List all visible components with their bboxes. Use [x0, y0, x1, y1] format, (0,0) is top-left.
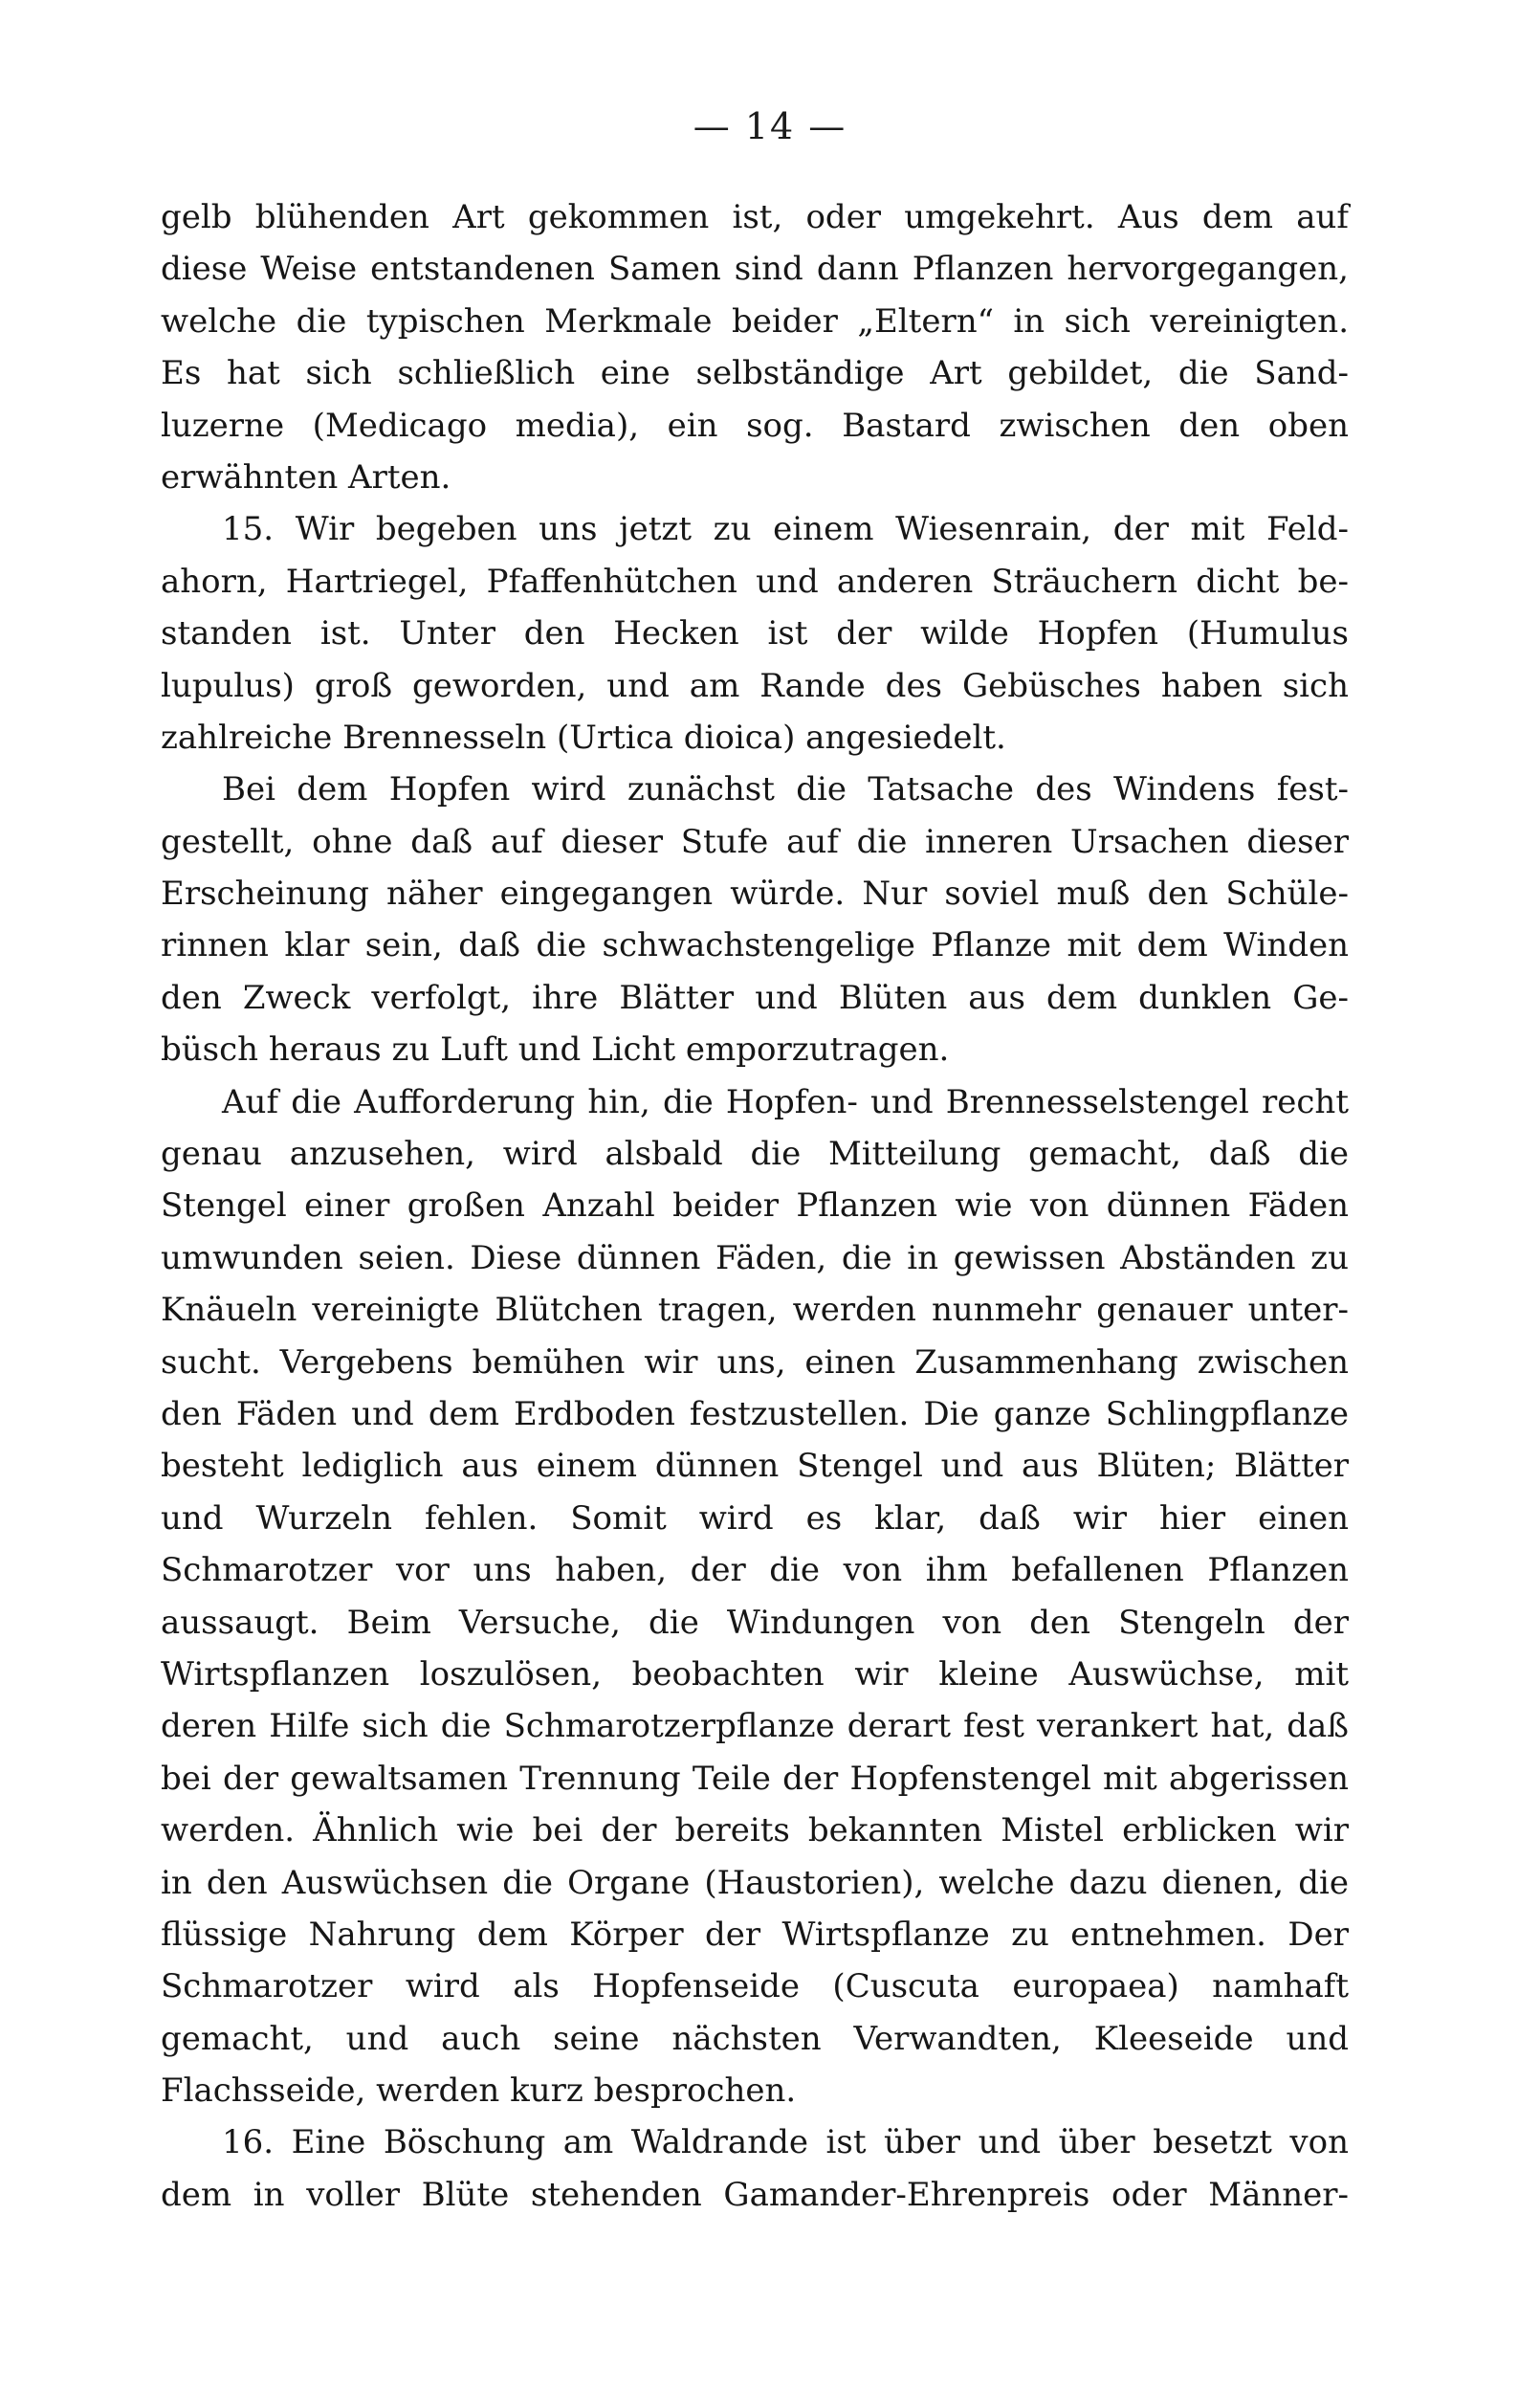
text-line: umwunden seien. Diese dünnen Fäden, die in gewissen Abständen zu [161, 1238, 1349, 1277]
text-line: und Wurzeln fehlen. Somit wird es klar, daß wir hier einen [161, 1498, 1349, 1538]
text-line: besteht lediglich aus einem dünnen Stengel und aus Blüten; Blätter [161, 1447, 1349, 1486]
text-line: sucht. Vergebens bemühen wir uns, einen Zusammenhang zwischen [161, 1342, 1349, 1382]
text-line: luzerne (Medicago media), ein sog. Bastard zwischen den oben [161, 406, 1349, 445]
text-line: Knäueln vereinigte Blütchen tragen, werden nunmehr genauer unter- [161, 1291, 1349, 1330]
text-line: genau anzusehen, wird alsbald die Mitteilung gemacht, daß die [161, 1135, 1349, 1174]
text-line: 16. Eine Böschung am Waldrande ist über und über besetzt von [222, 2123, 1349, 2162]
text-line: deren Hilfe sich die Schmarotzerpflanze derart fest verankert hat, daß [161, 1707, 1349, 1746]
text-line: standen ist. Unter den Hecken ist der wilde Hopfen (Humulus [161, 614, 1349, 653]
body-text [161, 191, 1349, 2221]
text-line: Stengel einer großen Anzahl beider Pflanzen wie von dünnen Fäden [161, 1186, 1349, 1226]
text-line: lupulus) groß geworden, und am Rande des Gebüsches haben sich [161, 666, 1349, 705]
text-line: Es hat sich schließlich eine selbständige Art gebildet, die Sand- [161, 354, 1349, 393]
text-line: ahorn, Hartriegel, Pfaffenhütchen und anderen Sträuchern dicht be- [161, 562, 1349, 601]
text-line: den Zweck verfolgt, ihre Blätter und Blüten aus dem dunklen Ge- [161, 978, 1349, 1017]
text-line: zahlreiche Brennesseln (Urtica dioica) angesiedelt. [161, 718, 1006, 757]
text-line: 15. Wir begeben uns jetzt zu einem Wiesenrain, der mit Feld- [222, 510, 1349, 549]
text-line: gelb blühenden Art gekommen ist, oder umgekehrt. Aus dem auf [161, 198, 1349, 236]
text-line: Bei dem Hopfen wird zunächst die Tatsache des Windens fest- [222, 770, 1349, 809]
text-line: aussaugt. Beim Versuche, die Windungen von den Stengeln der [161, 1603, 1349, 1642]
text-line: Erscheinung näher eingegangen würde. Nur soviel muß den Schüle- [161, 875, 1349, 914]
text-line: Schmarotzer vor uns haben, der die von ihm befallenen Pflanzen [161, 1551, 1349, 1590]
text-line: in den Auswüchsen die Organe (Haustorien), welche dazu dienen, die [161, 1863, 1349, 1902]
text-line: werden. Ähnlich wie bei der bereits bekannten Mistel erblicken wir [161, 1811, 1349, 1850]
text-line: Schmarotzer wird als Hopfenseide (Cuscuta europaea) namhaft [161, 1967, 1349, 2006]
text-line: büsch heraus zu Luft und Licht emporzutragen. [161, 1030, 950, 1070]
text-line: rinnen klar sein, daß die schwachstengelige Pflanze mit dem Winden [161, 926, 1349, 965]
text-line: flüssige Nahrung dem Körper der Wirtspflanze zu entnehmen. Der [161, 1915, 1349, 1954]
text-line: welche die typischen Merkmale beider „Eltern“ in sich vereinigten. [161, 301, 1349, 341]
text-line: Auf die Aufforderung hin, die Hopfen- und Brennesselstengel recht [222, 1082, 1349, 1121]
text-line: den Fäden und dem Erdboden festzustellen. Die ganze Schlingpflanze [161, 1394, 1349, 1433]
text-line: bei der gewaltsamen Trennung Teile der Hopfenstengel mit abgerissen [161, 1759, 1349, 1798]
text-line: Flachsseide, werden kurz besprochen. [161, 2071, 797, 2111]
text-line: gemacht, und auch seine nächsten Verwandten, Kleeseide und [161, 2019, 1349, 2058]
page-number: — 14 — [693, 105, 847, 147]
text-line: Wirtspflanzen loszulösen, beobachten wir kleine Auswüchse, mit [161, 1654, 1349, 1694]
text-line: dem in voller Blüte stehenden Gamander-Ehrenpreis oder Männer- [161, 2175, 1349, 2214]
text-line: gestellt, ohne daß auf dieser Stufe auf die inneren Ursachen dieser [161, 822, 1349, 861]
text-line: diese Weise entstandenen Samen sind dann Pflanzen hervorgegangen, [161, 250, 1349, 289]
text-line: erwähnten Arten. [161, 457, 451, 497]
